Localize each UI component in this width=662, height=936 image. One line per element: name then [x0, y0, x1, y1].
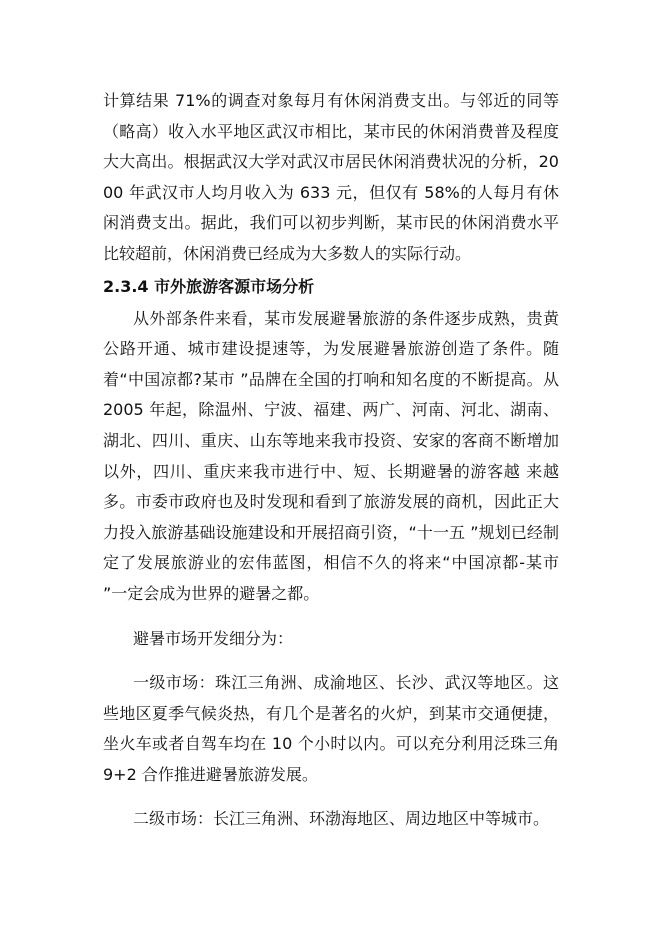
document-body: [103, 86, 559, 835]
paragraph-secondary-market: 二级市场：长江三角洲、环渤海地区、周边地区中等城市。: [133, 809, 550, 829]
paragraph-spacer: [103, 654, 559, 668]
paragraph-primary-market: 一级市场：珠江三角洲、成渝地区、长沙、武汉等地区。这些地区夏季气候炎热，有几个是著名的火炉，到某市交通便捷，坐火车或者自驾车均在 10 个小时以内。可以充分利用泛珠三角 9+2 合作推进避暑旅游发展。: [103, 673, 559, 784]
paragraph-leisure-consumption: 计算结果 71%的调查对象每月有休闲消费支出。与邻近的同等（略高）收入水平地区武汉市相比，某市民的休闲消费普及程度大大高出。根据武汉大学对武汉市居民休闲消费状况的分析，2000 年武汉市人均月收入为 633 元，但仅有 58%的人每月有休闲消费支出。据此，我们可以初步判断，某市民的休闲消费水平比较超前，休闲消费已经成为大多数人的实际行动。: [103, 91, 559, 263]
section-heading: 2.3.4 市外旅游客源市场分析: [103, 276, 315, 296]
paragraph-spacer: [103, 790, 559, 804]
paragraph-external-conditions: 从外部条件来看，某市发展避暑旅游的条件逐步成熟，贵黄公路开通、城市建设提速等，为发展避暑旅游创造了条件。随着“中国凉都?某市 ”品牌在全国的打响和知名度的不断提高。从 2005 年起，除温州、宁波、福建、两广、河南、河北、湖南、湖北、四川、重庆、山东等地来我市投资、安家的客商不断增加以外，四川、重庆来我市进行中、短、长期避暑的游客越 来越多。市委市政府也及时发现和看到了旅游发展的商机，因此正大力投入旅游基础设施建设和开展招商引资，“十一五 ”规划已经制定了发展旅游业的宏伟蓝图，相信不久的将来“中国凉都-某市 ”一定会成为世界的避暑之都。: [103, 308, 559, 603]
paragraph-spacer: [103, 610, 559, 624]
paragraph-market-segmentation: 避暑市场开发细分为：: [133, 628, 294, 648]
